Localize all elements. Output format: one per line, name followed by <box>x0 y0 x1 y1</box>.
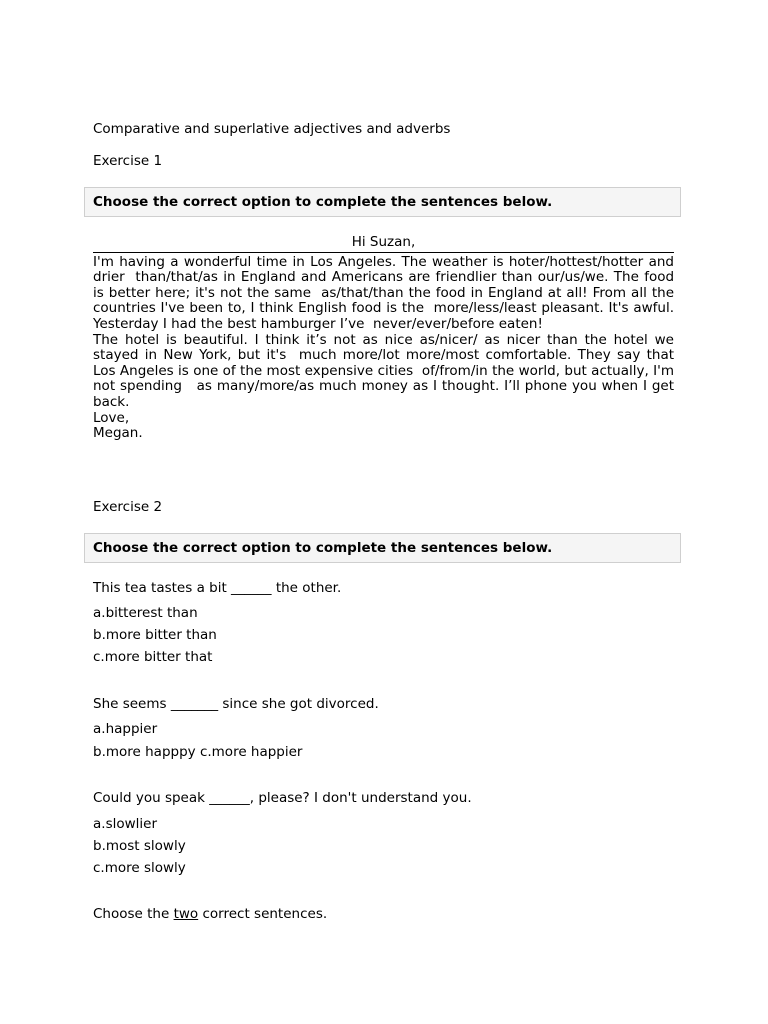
question-4-emphasis: two <box>173 906 199 922</box>
question-1-option-a: a.bitterest than <box>93 605 198 621</box>
option-much-more: much more/lot more/most <box>298 347 480 364</box>
option-us: our/us/we <box>537 269 605 286</box>
question-2-option-a: a.happier <box>93 721 158 737</box>
question-3-option-b: b.most slowly <box>93 838 186 854</box>
document-title: Comparative and superlative adjectives and adverbs <box>93 121 451 137</box>
option-as-much: as many/more/as much <box>196 378 357 395</box>
letter-signature: Megan. <box>93 425 143 442</box>
question-3-option-c: c.more slowly <box>93 860 186 876</box>
exercise-1-instruction-box <box>84 187 681 217</box>
question-3-option-a: a.slowlier <box>93 816 158 832</box>
option-as: as/that/than <box>321 284 404 301</box>
letter <box>93 235 674 442</box>
question-4: Choose the two correct sentences. <box>93 906 328 922</box>
letter-greeting: Hi Suzan, <box>93 235 674 253</box>
option-in: of/from/in <box>421 362 488 379</box>
question-1-option-b: b.more bitter than <box>93 627 217 643</box>
question-2-options-b-c: b.more happpy c.more happier <box>93 744 303 760</box>
option-hotter: hoter/hottest/hotter <box>508 253 644 270</box>
option-least: more/less/least <box>433 300 537 317</box>
question-1: This tea tastes a bit ______ the other. <box>93 580 342 596</box>
letter-paragraph-1: I'm having a wonderful time in Los Angeles. The weather is hoter/hottest/hotter and drier than/that/as in England and Americans are friendlier than our/us/we. The food is better here; it's not the same as/that/than the food in England at all! From all the countries I've been to, I think English food is the more/less/least pleasant. It's awful. Yesterday I had the best hamburger I’ve never/ever/before eaten! <box>93 253 675 332</box>
option-than: than/that/as <box>135 269 218 286</box>
letter-paragraph-2: The hotel is beautiful. I think it’s not as nice as/nicer/ as nicer than the hotel we stayed in New York, but it's much more/lot more/most comfortable. They say that Los Angeles is one of the most expensive cities of/from/in the world, but actually, I'm not spending as many/more/as much money as I thought. I’ll phone you when I get back. <box>93 331 675 410</box>
exercise-2-instruction-box <box>84 533 681 563</box>
exercise-2-heading: Exercise 2 <box>93 499 163 515</box>
exercise-1-instruction: Choose the correct option to complete the sentences below. <box>93 194 553 210</box>
question-1-option-c: c.more bitter that <box>93 649 213 665</box>
option-ever: never/ever/before <box>373 315 495 332</box>
letter-closing: Love, <box>93 409 130 426</box>
exercise-2-instruction: Choose the correct option to complete the sentences below. <box>93 540 553 556</box>
question-2: She seems _______ since she got divorced. <box>93 696 379 712</box>
question-3: Could you speak ______, please? I don't understand you. <box>93 790 472 806</box>
exercise-1-heading: Exercise 1 <box>93 153 163 169</box>
